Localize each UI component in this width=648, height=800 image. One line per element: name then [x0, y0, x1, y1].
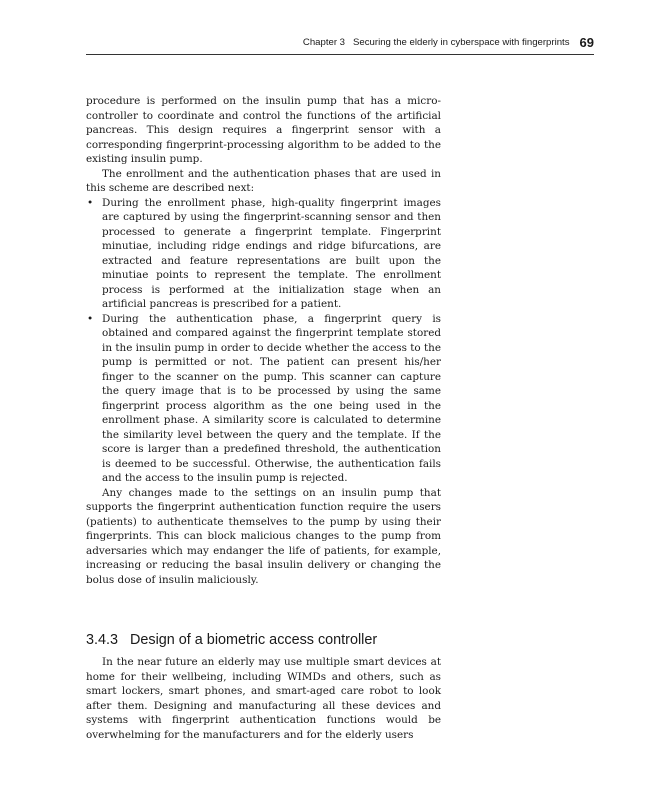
paragraph-phases-intro: The enrollment and the authentication phases that are used in this scheme are described next: [86, 167, 441, 194]
bullet-text-enrollment: During the enrollment phase, high-quality fingerprint images are captured by using the fingerprint-scanning sensor and then processed to generate a fingerprint template. Fingerprint minutiae, including ridge endings and ridge bifurcations, are extracted and feature representations are built upon the minutiae points to represent the template. The enrollment process is performed at the initialization stage when an artificial pancreas is prescribed for a patient. [102, 196, 441, 310]
bullet-text-authentication: During the authentication phase, a fingerprint query is obtained and compared against the fingerprint template stored in the insulin pump in order to decide whether the access to the pump is permitted or not. The patient can present his/her finger to the scanner on the pump. This scanner can capture the query image that is to be processed by using the same fingerprint process algorithm as the one being used in the enrollment phase. A similarity score is calculated to determine the similarity level between the query and the template. If the score is larger than a predefined threshold, the authentication is deemed to be successful. Otherwise, the authentication fails and the access to the insulin pump is rejected. [102, 312, 441, 484]
paragraph-settings-changes: Any changes made to the settings on an insulin pump that supports the fingerprint authentication function require the users (patients) to authenticate themselves to the pump by using their fingerprints. This can block malicious changes to the pump from adversaries which may endanger the life of patients, for example, increasing or reducing the basal insulin delivery or changing the bolus dose of insulin maliciously. [86, 486, 441, 586]
section-title: Design of a biometric access controller [130, 632, 378, 648]
bullet-icon: • [87, 312, 94, 325]
bullet-icon: • [87, 196, 94, 209]
header-rule [86, 54, 594, 55]
running-head-chapter-title: Chapter 3 Securing the elderly in cyberspace with fingerprints [302, 37, 570, 48]
bullet-item-enrollment [86, 196, 441, 312]
paragraph-section-intro: In the near future an elderly may use multiple smart devices at home for their wellbeing, including WIMDs and others, such as smart lockers, smart phones, and smart-aged care robot to look after them. Designing and manufacturing all these devices and systems with fingerprint authentication functions would be overwhelming for the manufacturers and for the elderly users [86, 656, 441, 741]
bullet-item-authentication [86, 312, 441, 486]
section-heading [86, 630, 441, 650]
section-text-block [86, 655, 441, 742]
paragraph-continued: procedure is performed on the insulin pump that has a microcontroller to coordinate and control the functions of the artificial pancreas. This design requires a fingerprint sensor with a corresponding fingerprint-processing algorithm to be added to the existing insulin pump. [86, 95, 441, 165]
main-text-block [86, 94, 441, 587]
page-number: 69 [579, 35, 594, 50]
running-head [86, 35, 594, 53]
section-number: 3.4.3 [86, 632, 119, 648]
phases-bullet-list [86, 196, 441, 486]
